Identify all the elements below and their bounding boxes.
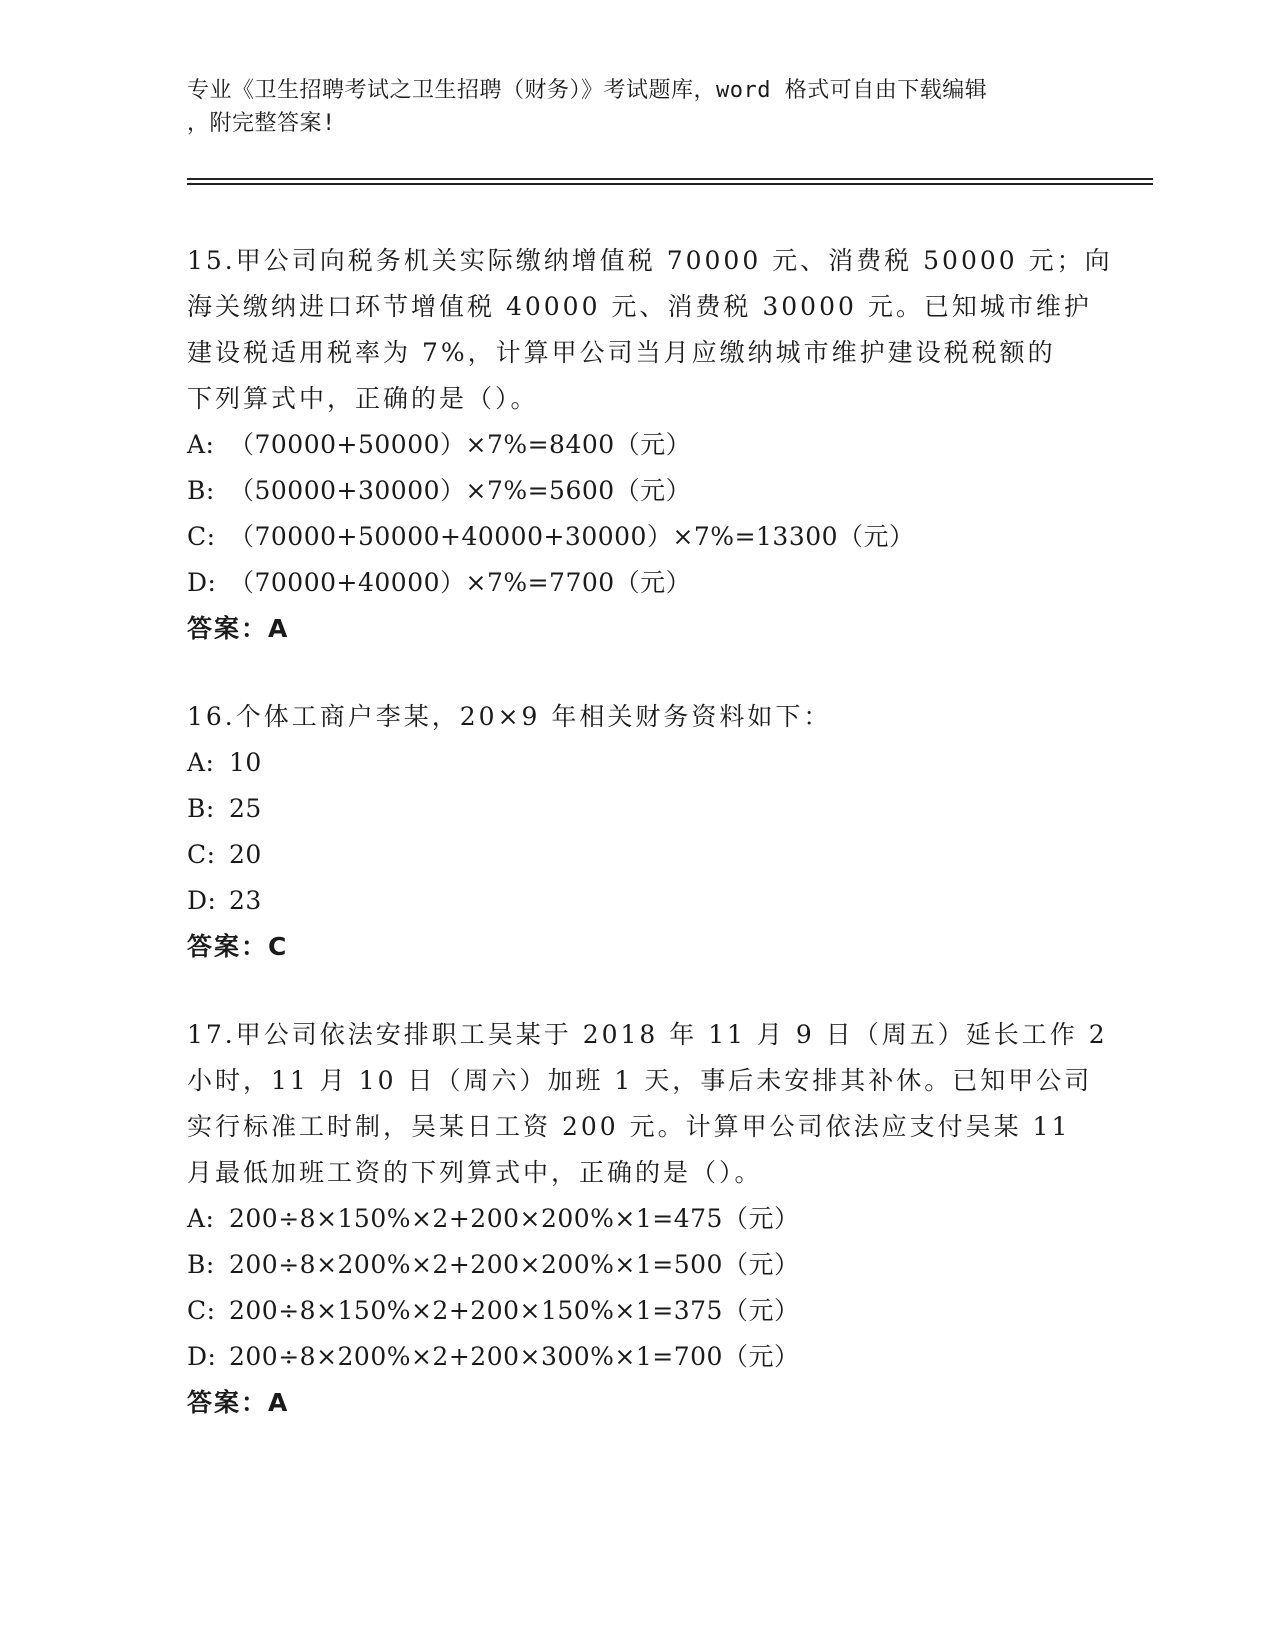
option-label: A: <box>187 1204 215 1233</box>
answer-line: 答案：A <box>187 614 290 643</box>
option-label: A: <box>187 430 215 459</box>
option-text: （50000+30000）×7%=5600（元） <box>229 476 692 505</box>
question-stem-line: 下列算式中，正确的是（）。 <box>187 384 539 413</box>
option-c <box>187 1288 1087 1334</box>
question-17 <box>187 1012 1108 1426</box>
option-text: （70000+50000）×7%=8400（元） <box>229 430 692 459</box>
option-text: 23 <box>229 886 262 915</box>
option-d <box>187 1334 1087 1380</box>
document-header <box>187 74 1067 140</box>
question-stem-line: 16.个体工商户李某，20×9 年相关财务资料如下： <box>187 702 832 731</box>
option-label: D: <box>187 568 217 597</box>
option-text: （70000+40000）×7%=7700（元） <box>229 568 692 597</box>
option-label: C: <box>187 1296 216 1325</box>
option-c <box>187 832 1087 878</box>
option-label: C: <box>187 522 216 551</box>
option-label: B: <box>187 794 215 823</box>
answer-line: 答案：A <box>187 1388 290 1417</box>
question-15 <box>187 238 1113 652</box>
option-label: B: <box>187 1250 215 1279</box>
option-a <box>187 1196 1087 1242</box>
question-stem-line: 月最低加班工资的下列算式中，正确的是（）。 <box>187 1158 763 1187</box>
option-a <box>187 422 1087 468</box>
question-stem-line: 海关缴纳进口环节增值税 40000 元、消费税 30000 元。已知城市维护 <box>187 292 1092 321</box>
option-text: 200÷8×150%×2+200×200%×1=475（元） <box>229 1204 800 1233</box>
option-d <box>187 878 1087 924</box>
header-divider-top <box>187 178 1153 180</box>
header-line-2: ，附完整答案! <box>187 111 336 136</box>
option-label: C: <box>187 840 216 869</box>
option-text: 20 <box>229 840 262 869</box>
option-b <box>187 468 1087 514</box>
option-text: 10 <box>229 748 262 777</box>
option-text: （70000+50000+40000+30000）×7%=13300（元） <box>229 522 915 551</box>
option-label: B: <box>187 476 215 505</box>
option-a <box>187 740 1087 786</box>
option-label: D: <box>187 886 217 915</box>
option-text: 25 <box>229 794 262 823</box>
option-text: 200÷8×150%×2+200×150%×1=375（元） <box>229 1296 800 1325</box>
question-stem-line: 小时，11 月 10 日（周六）加班 1 天，事后未安排其补休。已知甲公司 <box>187 1066 1093 1095</box>
header-divider-bottom <box>187 183 1153 185</box>
option-text: 200÷8×200%×2+200×200%×1=500（元） <box>229 1250 800 1279</box>
option-c <box>187 514 1087 560</box>
header-line-1: 专业《卫生招聘考试之卫生招聘（财务）》考试题库，word 格式可自由下载编辑 <box>187 78 988 103</box>
question-stem-line: 15.甲公司向税务机关实际缴纳增值税 70000 元、消费税 50000 元；向 <box>187 246 1113 275</box>
question-stem-line: 建设税适用税率为 7%，计算甲公司当月应缴纳城市维护建设税税额的 <box>187 338 1056 367</box>
option-b <box>187 1242 1087 1288</box>
option-label: D: <box>187 1342 217 1371</box>
option-text: 200÷8×200%×2+200×300%×1=700（元） <box>229 1342 800 1371</box>
answer-line: 答案：C <box>187 932 289 961</box>
question-stem-line: 实行标准工时制，吴某日工资 200 元。计算甲公司依法应支付吴某 11 <box>187 1112 1071 1141</box>
question-stem-line: 17.甲公司依法安排职工吴某于 2018 年 11 月 9 日（周五）延长工作 2 <box>187 1020 1108 1049</box>
option-d <box>187 560 1087 606</box>
question-16 <box>187 694 1087 970</box>
option-b <box>187 786 1087 832</box>
option-label: A: <box>187 748 215 777</box>
